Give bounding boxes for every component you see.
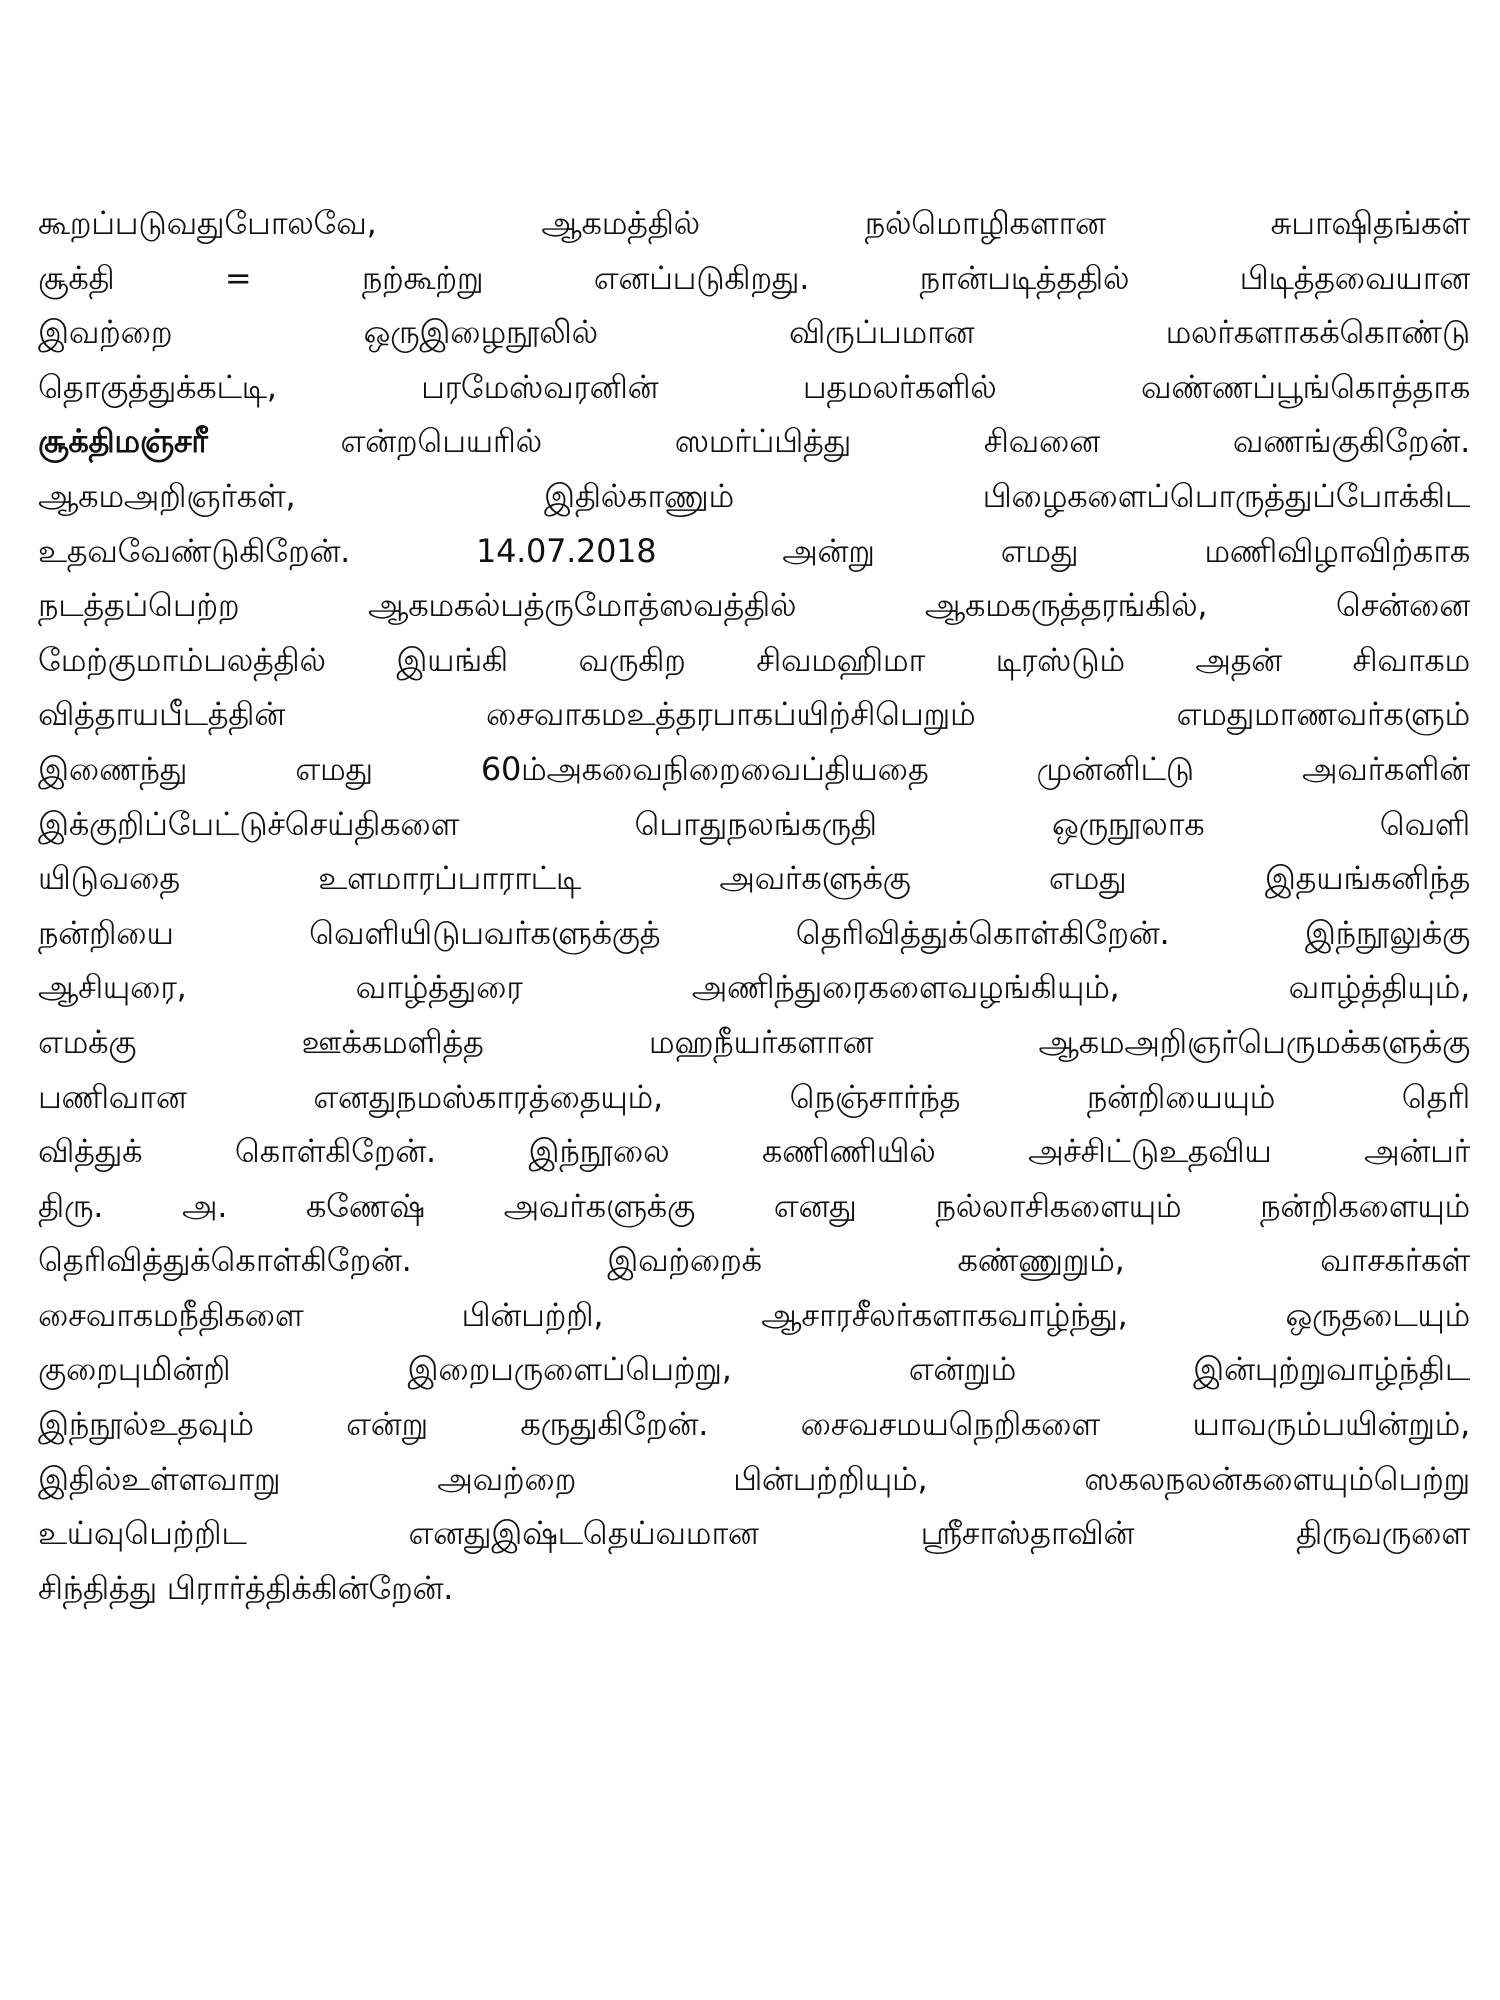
text-line: வித்துக் கொள்கிறேன். இந்நூலை கணிணியில் அச்சிட்டுஉதவிய அன்பர் (38, 1132, 1470, 1171)
text-line (38, 414, 1470, 469)
text-line: பணிவான எனதுநமஸ்காரத்தையும், நெஞ்சார்ந்த நன்றியையும் தெரி (38, 1077, 1470, 1116)
text-line: சிந்தித்து பிரார்த்திக்கின்றேன். (38, 1568, 454, 1607)
text-line: மேற்குமாம்பலத்தில் இயங்கி வருகிற சிவமஹிமா டிரஸ்டும் அதன் சிவாகம (38, 640, 1470, 679)
text-line: இவற்றை ஒருஇழைநூலில் விருப்பமான மலர்களாகக்கொண்டு (38, 313, 1470, 352)
text-line: கூறப்படுவதுபோலவே, ஆகமத்தில் நல்மொழிகளான சுபாஷிதங்கள் (38, 204, 1470, 242)
text-line: சூக்தி = நற்கூற்று எனப்படுகிறது. நான்படித்ததில் பிடித்தவையான (38, 258, 1470, 297)
text-line: உய்வுபெற்றிட எனதுஇஷ்டதெய்வமான ஸ்ரீசாஸ்தாவின் திருவருளை (38, 1514, 1470, 1553)
text-line: ஆகமஅறிஞர்கள், இதில்காணும் பிழைகளைப்பொருத்துப்போக்கிட (38, 476, 1470, 515)
text-line: உதவவேண்டுகிறேன். 14.07.2018 அன்று எமது மணிவிழாவிற்காக (38, 531, 1470, 570)
text-line: எமக்கு ஊக்கமளித்த மஹநீயர்களான ஆகமஅறிஞர்பெருமக்களுக்கு (38, 1022, 1470, 1061)
text-line: இந்நூல்உதவும் என்று கருதுகிறேன். சைவசமயநெறிகளை யாவரும்பயின்றும், (38, 1405, 1470, 1444)
text-line-rest: என்றபெயரில் ஸமர்ப்பித்து சிவனை வணங்குகிறேன். (207, 422, 1470, 461)
text-line: இணைந்து எமது 60ம்அகவைநிறைவைப்தியதை முன்னிட்டு அவர்களின் (38, 749, 1470, 788)
text-line: இக்குறிப்பேட்டுச்செய்திகளை பொதுநலங்கருதி ஒருநூலாக வெளி (38, 804, 1470, 843)
text-line: நன்றியை வெளியிடுபவர்களுக்குத் தெரிவித்துக்கொள்கிறேன். இந்நூலுக்கு (38, 913, 1470, 952)
text-line: தொகுத்துக்கட்டி, பரமேஸ்வரனின் பதமலர்களில் வண்ணப்பூங்கொத்தாக (38, 367, 1470, 406)
book-title-bold: சூக்திமஞ்சரீ (38, 422, 208, 461)
text-line: சைவாகமநீதிகளை பின்பற்றி, ஆசாரசீலர்களாகவாழ்ந்து, ஒருதடையும் (38, 1295, 1470, 1334)
text-line: ஆசியுரை, வாழ்த்துரை அணிந்துரைகளைவழங்கியும், வாழ்த்தியும், (38, 968, 1470, 1007)
text-line: இதில்உள்ளவாறு அவற்றை பின்பற்றியும், ஸகலநலன்களையும்பெற்று (38, 1459, 1470, 1498)
text-line: குறைபுமின்றி இறைபருளைப்பெற்று, என்றும் இன்புற்றுவாழ்ந்திட (38, 1350, 1470, 1389)
body-paragraph (38, 196, 1470, 1615)
text-line: வித்தாயபீடத்தின் சைவாகமஉத்தரபாகப்யிற்சிபெறும் எமதுமாணவர்களும் (38, 695, 1470, 734)
text-line: யிடுவதை உளமாரப்பாராட்டி அவர்களுக்கு எமது இதயங்கனிந்த (38, 859, 1470, 898)
text-line: திரு. அ. கணேஷ் அவர்களுக்கு எனது நல்லாசிகளையும் நன்றிகளையும் (38, 1186, 1470, 1225)
text-line: நடத்தப்பெற்ற ஆகமகல்பத்ருமோத்ஸவத்தில் ஆகமகருத்தரங்கில், சென்னை (38, 586, 1470, 625)
text-line: தெரிவித்துக்கொள்கிறேன். இவற்றைக் கண்ணுறும், வாசகர்கள் (38, 1241, 1470, 1280)
